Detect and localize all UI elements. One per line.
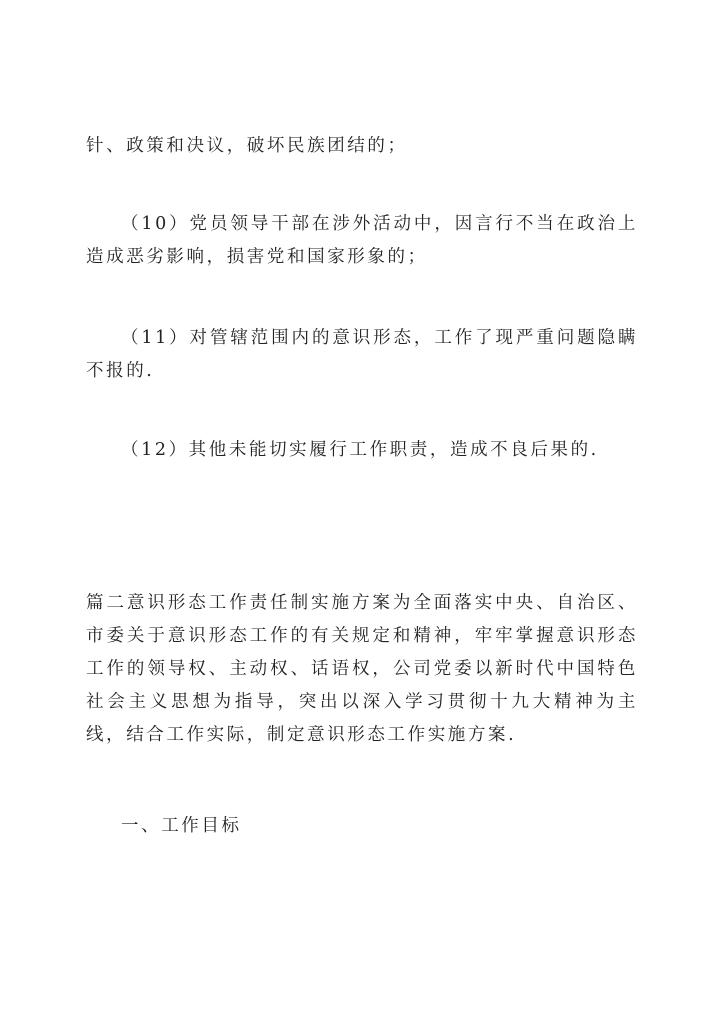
section-heading-work-goals: 一、工作目标 [121, 816, 242, 836]
paragraph-item-10: （10）党员领导干部在涉外活动中，因言行不当在政治上造成恶劣影响，损害党和国家形象的； [86, 214, 638, 267]
paragraph-continuation: 针、政策和决议，破坏民族团结的； [86, 136, 408, 156]
paragraph-section-two-intro: 篇二意识形态工作责任制实施方案为全面落实中央、自治区、市委关于意识形态工作的有关规定和精神，牢牢掌握意识形态工作的领导权、主动权、话语权，公司党委以新时代中国特色社会主义思想为指导，突出以深入学习贯彻十九大精神为主线，结合工作实际，制定意识形态工作实施方案. [86, 593, 638, 745]
paragraph-item-11: （11）对管辖范围内的意识形态，工作了现严重问题隐瞒不报的. [86, 328, 638, 381]
paragraph-item-12: （12）其他未能切实履行工作职责，造成不良后果的. [121, 440, 599, 460]
